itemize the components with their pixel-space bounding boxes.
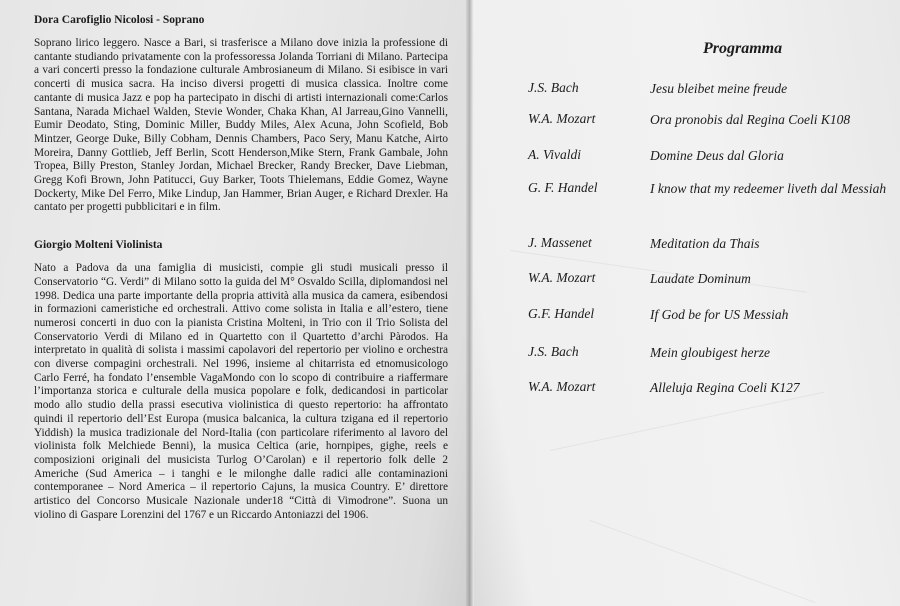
- program-composer: A. Vivaldi: [528, 147, 581, 162]
- program-piece: Meditation da Thais: [650, 236, 760, 251]
- program-piece: If God be for US Messiah: [650, 307, 789, 322]
- program-composer: J.S. Bach: [528, 344, 579, 359]
- program-piece: Alleluja Regina Coeli K127: [650, 380, 800, 395]
- program-piece: Jesu bleibet meine freude: [650, 81, 788, 96]
- program-piece: Ora pronobis dal Regina Coeli K108: [650, 112, 851, 127]
- program-composer: G.F. Handel: [528, 306, 595, 321]
- program-piece: Domine Deus dal Gloria: [650, 148, 784, 163]
- program-composer: W.A. Mozart: [528, 270, 596, 285]
- bio-soprano: [34, 14, 448, 215]
- paper-crease: [590, 520, 816, 603]
- right-page: [470, 0, 900, 606]
- bio-text-soprano: Soprano lirico leggero. Nasce a Bari, si trasferisce a Milano dove inizia la professione di cantante studiando privatamente con la professoressa Jolanda Torriani di Milano. Partecipa a vari concerti presso la fondazione culturale Ambrosianeum di Milano. Si esibisce in vari concerti di musica sacra. Ha inciso diversi progetti di musica classica. Inoltre come cantante di musica Jazz e pop ha partecipato in dischi di artisti internazionali come:Carlos Santana, Narada Michael Walden, Stevie Wonder, Chaka Khan, Al Jarreau,Gino Vannelli, Eumir Deodato, Sting, Dominic Miller, Buddy Miles, Alex Acuna, John Scofield, Bob Mintzer, George Duke, Billy Cobham, Dennis Chambers, Paco Sery, Manu Katche, Airto Moreira, Danny Gottlieb, Jeff Berlin, Scott Henderson,Mike Stern, Frank Gambale, John Tropea, Billy Preston, Stanley Jordan, Michael Brecker, Randy Brecker, Dave Liebman, Gregg Kofi Brown, John Patitucci, Guy Barker, Toots Thielemans, Eddie Gomez, Wayne Dockerty, Mike Del Ferro, Mike Lindup, Jan Hammer, Brian Auger, e Richard Drexler. Ha cantato per progetti pubblicitari e in film.: [34, 37, 448, 214]
- bio-text-violinist: Nato a Padova da una famiglia di musicisti, compie gli studi musicali presso il Conservatorio “G. Verdi” di Milano sotto la guida del M° Osvaldo Scilla, diplomandosi nel 1998. Dedica una parte importante della propria attività alla musica da camera, esibendosi in formazioni cameristiche ed orchestrali. Attivo come solista in Italia e all’estero, tiene numerosi concerti in duo con la pianista Cristina Molteni, in Trio con il Trio Solista del Conservatorio Verdi di Milano ed in Quartetto con il Quartetto d’archi Pàrodos. Ha interpretato in qualità di solista i massimi capolavori del repertorio per violino e orchestra con diverse compagini orchestrali. Nel 1996, insieme al chitarrista ed etnomusicologo Carlo Ferré, ha fondato l’ensemble VagaMondo con lo scopo di contribuire a riaffermare l’importanza storica e culturale della musica popolare e folk, dedicandosi in particolar modo allo studio della prassi esecutiva violinistica di questo repertorio: ha affrontato quindi il repertorio dell’Est Europa (musica balcanica, la cultura tzigana ed il repertorio Yiddish) la musica tradizionale del Nord-Italia (con particolare riferimento al lavoro del violinista folk Melchiede Benni), la musica Celtica (arie, hornpipes, gighe, reels e composizioni originali del musicista Turlog O’Carolan) e il repertorio folk delle 2 Americhe (Sud America – i tanghi e le milonghe dalle radici alle contaminazioni contemporanee – Nord America – il repertorio Cajuns, la musica Country. E’ direttore artistico del Concorso Musicale Nazionale under18 “Città di Vimodrone”. Suona un violino di Gaspare Lorenzini del 1767 e un Riccardo Antoniazzi del 1906.: [34, 262, 448, 521]
- program-title: Programma: [703, 40, 783, 57]
- program-composer: J.S. Bach: [528, 80, 579, 95]
- bio-heading-violinist: Giorgio Molteni Violinista: [34, 239, 163, 252]
- program-composer: W.A. Mozart: [528, 379, 596, 394]
- bio-violinist: [34, 239, 448, 522]
- program-piece: Mein gloubigest herze: [650, 345, 770, 360]
- program-piece: Laudate Dominum: [650, 271, 751, 286]
- program-piece: I know that my redeemer liveth dal Messiah: [650, 181, 887, 196]
- program-composer: W.A. Mozart: [528, 111, 596, 126]
- program-composer: J. Massenet: [528, 235, 592, 250]
- bio-heading-soprano: Dora Carofiglio Nicolosi - Soprano: [34, 14, 205, 26]
- program-composer: G. F. Handel: [528, 180, 598, 195]
- paper-crease: [550, 392, 824, 451]
- center-fold: [466, 0, 474, 606]
